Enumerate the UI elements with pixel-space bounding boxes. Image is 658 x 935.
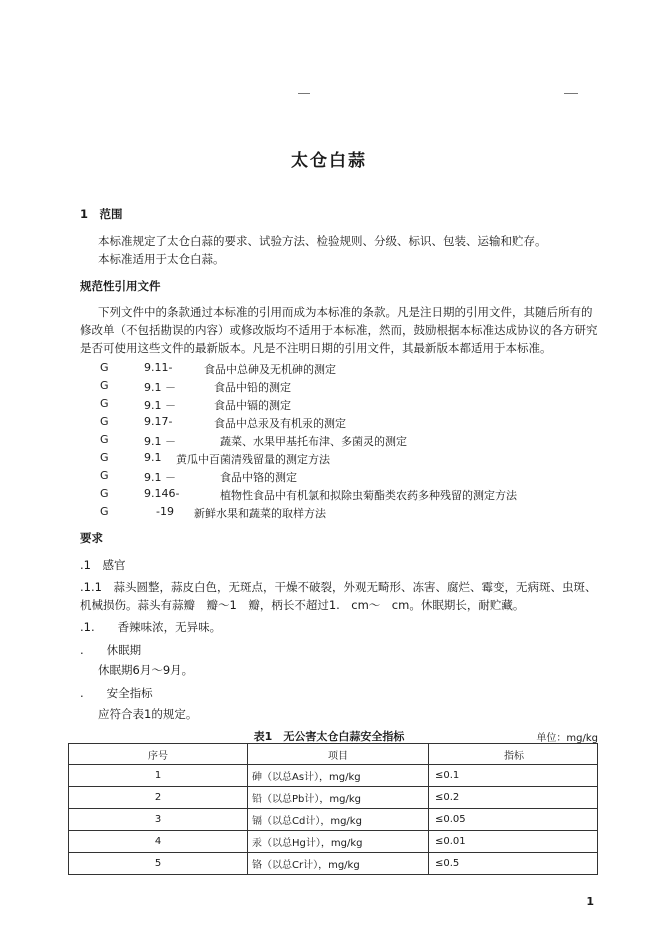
table-header-cell: 序号 xyxy=(69,744,248,765)
table-cell: 镉（以总Cd计），mg/kg xyxy=(248,809,429,831)
reference-number: 9.146- xyxy=(144,487,180,500)
reference-number: 9.1 xyxy=(144,451,162,464)
reference-prefix: G xyxy=(100,433,109,446)
table-cell: 4 xyxy=(69,831,248,853)
reference-prefix: G xyxy=(100,451,109,464)
table-cell: 铬（以总Cr计），mg/kg xyxy=(248,853,429,875)
table-cell: 2 xyxy=(69,787,248,809)
reference-number: 9.17- xyxy=(144,415,173,428)
subsection-heading-sensory: .1 感官 xyxy=(80,558,126,572)
reference-number: 9.1 － xyxy=(144,471,176,484)
table-row xyxy=(69,765,598,787)
table-header-cell: 指标 xyxy=(429,744,598,765)
table-caption: 表1 无公害太仓白蒜安全指标 xyxy=(253,730,405,743)
reference-title: 蔬菜、水果甲基托布津、多菌灵的测定 xyxy=(220,435,407,448)
reference-title: 食品中铅的测定 xyxy=(214,381,291,394)
reference-prefix: G xyxy=(100,379,109,392)
table-row xyxy=(69,831,598,853)
table-cell: ≤0.01 xyxy=(429,831,598,853)
section-heading-references: 规范性引用文件 xyxy=(80,279,161,293)
sensory-text-line: .1.1 蒜头圆整，蒜皮白色，无斑点，干燥不破裂，外观无畸形、冻害、腐烂、霉变，无病斑、虫斑、 xyxy=(80,580,597,594)
reference-number: -19 xyxy=(156,505,174,518)
table-cell: ≤0.05 xyxy=(429,809,598,831)
reference-prefix: G xyxy=(100,415,109,428)
page-number: 1 xyxy=(586,895,594,908)
table-cell: ≤0.1 xyxy=(429,765,598,787)
reference-title: 黄瓜中百菌清残留量的测定方法 xyxy=(176,453,330,466)
section-heading-scope: 1 范围 xyxy=(80,207,123,221)
references-intro-line: 是否可使用这些文件的最新版本。凡是不注明日期的引用文件，其最新版本都适用于本标准。 xyxy=(80,341,552,355)
reference-title: 食品中镉的测定 xyxy=(214,399,291,412)
reference-prefix: G xyxy=(100,487,109,500)
reference-number: 9.1 － xyxy=(144,381,176,394)
table-cell: 砷（以总As计），mg/kg xyxy=(248,765,429,787)
document-title: 太仓白蒜 xyxy=(291,151,367,171)
table-header-cell: 项目 xyxy=(248,744,429,765)
sensory-text-line: .1. 香辣味浓，无异味。 xyxy=(80,620,222,634)
table-cell: 5 xyxy=(69,853,248,875)
reference-prefix: G xyxy=(100,469,109,482)
references-intro-line: 下列文件中的条款通过本标准的引用而成为本标准的条款。凡是注日期的引用文件，其随后所有的 xyxy=(98,305,593,319)
reference-title: 食品中铬的测定 xyxy=(220,471,297,484)
table-cell: 1 xyxy=(69,765,248,787)
reference-title: 新鲜水果和蔬菜的取样方法 xyxy=(194,507,326,520)
reference-title: 植物性食品中有机氯和拟除虫菊酯类农药多种残留的测定方法 xyxy=(220,489,517,502)
section-heading-requirements: 要求 xyxy=(80,531,103,545)
scan-mark xyxy=(564,93,578,94)
table-cell: 3 xyxy=(69,809,248,831)
references-intro-line: 修改单（不包括勘误的内容）或修改版均不适用于本标准，然而，鼓励根据本标准达成协议的各方研究 xyxy=(80,323,598,337)
reference-title: 食品中总砷及无机砷的测定 xyxy=(204,363,336,376)
subsection-heading-dormancy: . 休眠期 xyxy=(80,643,142,657)
reference-prefix: G xyxy=(100,397,109,410)
reference-number: 9.11- xyxy=(144,361,173,374)
reference-prefix: G xyxy=(100,361,109,374)
safety-text: 应符合表1的规定。 xyxy=(98,707,198,721)
scope-line: 本标准适用于太仓白蒜。 xyxy=(98,252,225,266)
table-row xyxy=(69,853,598,875)
subsection-heading-safety: . 安全指标 xyxy=(80,686,153,700)
sensory-text-line: 机械损伤。蒜头有蒜瓣 瓣～1 瓣，柄长不超过1. cm～ cm。休眠期长，耐贮藏。 xyxy=(80,598,525,612)
scope-line: 本标准规定了太仓白蒜的要求、试验方法、检验规则、分级、标识、包装、运输和贮存。 xyxy=(98,234,547,248)
dormancy-text: 休眠期6月～9月。 xyxy=(98,663,194,677)
table-row xyxy=(69,787,598,809)
reference-title: 食品中总汞及有机汞的测定 xyxy=(214,417,346,430)
reference-number: 9.1 － xyxy=(144,399,176,412)
reference-prefix: G xyxy=(100,505,109,518)
table-row xyxy=(69,809,598,831)
table-cell: ≤0.5 xyxy=(429,853,598,875)
table-cell: 汞（以总Hg计），mg/kg xyxy=(248,831,429,853)
reference-number: 9.1 － xyxy=(144,435,176,448)
table-cell: 铅（以总Pb计），mg/kg xyxy=(248,787,429,809)
safety-indicator-table xyxy=(68,743,598,875)
table-unit: 单位：mg/kg xyxy=(536,733,598,744)
table-header-row xyxy=(69,744,598,765)
scan-mark xyxy=(298,93,310,94)
table-cell: ≤0.2 xyxy=(429,787,598,809)
